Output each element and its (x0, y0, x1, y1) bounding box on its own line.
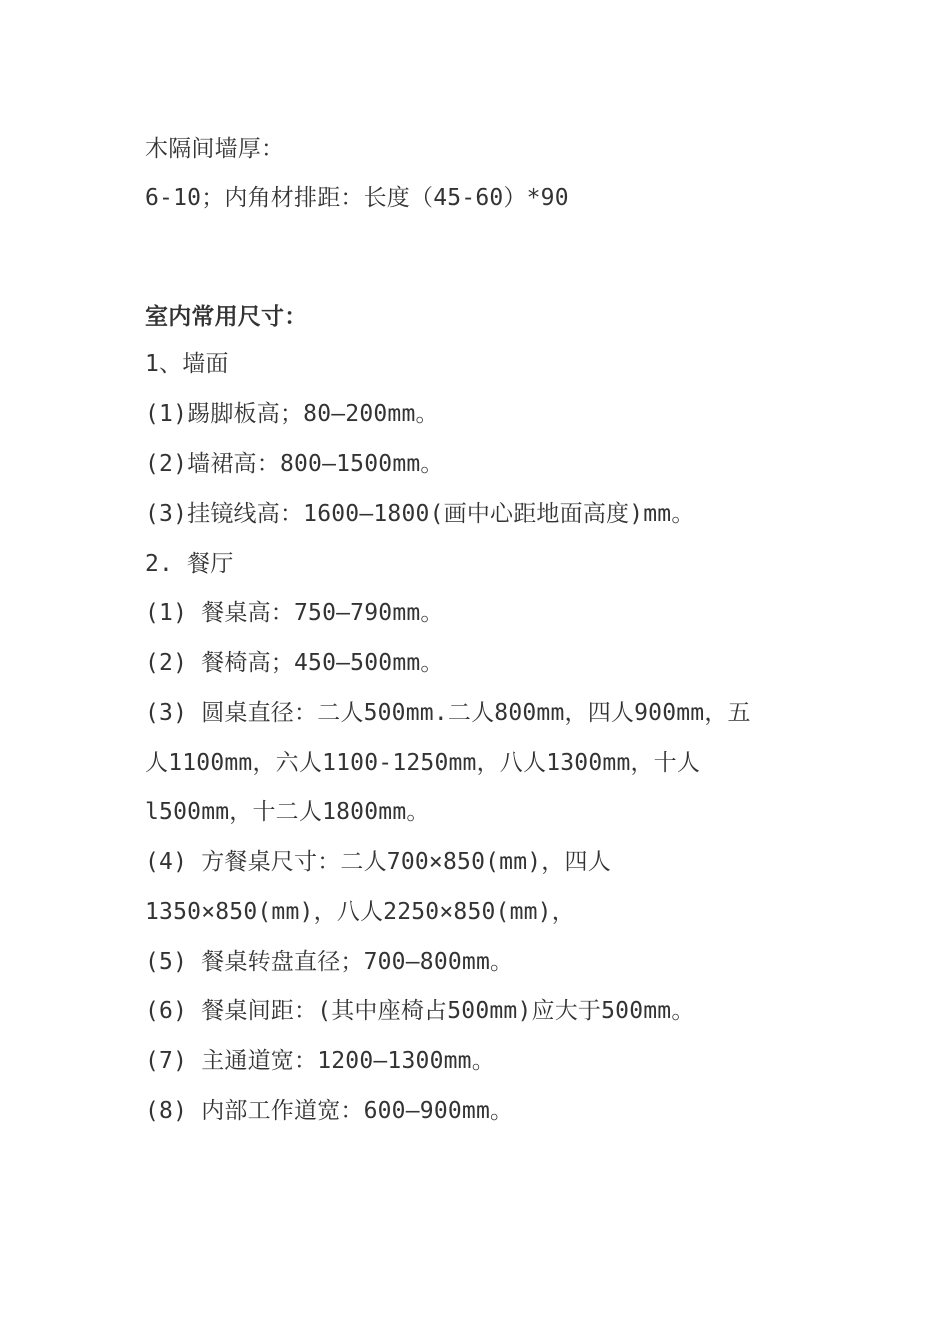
restaurant-line: (3) 圆桌直径：二人500mm.二人800mm，四人900mm，五 (145, 700, 751, 726)
restaurant-line: (2) 餐椅高；450—500mm。 (145, 650, 444, 676)
wall-section-title: 1、墙面 (145, 351, 229, 377)
restaurant-section-title: 2. 餐厅 (145, 551, 234, 577)
restaurant-line: (7) 主通道宽：1200—1300mm。 (145, 1048, 495, 1074)
wall-item-picture-rail: (3)挂镜线高：1600—1800(画中心距地面高度)mm。 (145, 501, 695, 527)
restaurant-line: (6) 餐桌间距：(其中座椅占500mm)应大于500mm。 (145, 998, 695, 1024)
restaurant-line: (4) 方餐桌尺寸：二人700×850(mm)，四人 (145, 849, 611, 875)
restaurant-line: l500mm，十二人1800mm。 (145, 799, 430, 825)
wall-item-baseboard: (1)踢脚板高；80—200mm。 (145, 401, 439, 427)
restaurant-line: (5) 餐桌转盘直径；700—800mm。 (145, 949, 514, 975)
wall-item-dado: (2)墙裙高：800—1500mm。 (145, 451, 444, 477)
partition-wall-heading: 木隔间墙厚： (145, 136, 285, 162)
restaurant-line: 人1100mm，六人1100-1250mm，八人1300mm，十人 (145, 750, 701, 776)
restaurant-line: (8) 内部工作道宽：600—900mm。 (145, 1098, 514, 1124)
restaurant-line: 1350×850(mm)，八人2250×850(mm)， (145, 899, 575, 925)
section-heading: 室内常用尺寸： (145, 304, 308, 330)
partition-wall-spec: 6-10；内角材排距：长度（45-60）*90 (145, 185, 569, 211)
restaurant-line: (1) 餐桌高：750—790mm。 (145, 600, 444, 626)
